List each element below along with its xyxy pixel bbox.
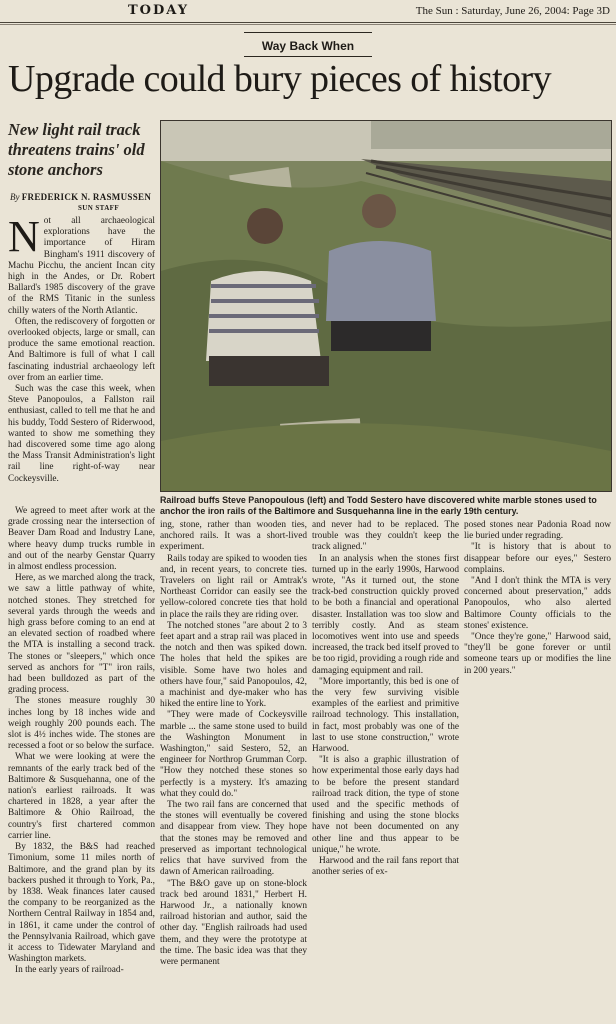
headline: Upgrade could bury pieces of history (8, 58, 551, 100)
article-paragraph: "And I don't think the MTA is very concerned about preservation," adds Panopoulos, who also alerted Baltimore County officials to the stones' existence. (464, 576, 611, 631)
kicker: Way Back When (261, 39, 355, 53)
article-column-1 (8, 506, 155, 1020)
article-paragraph: The stones measure roughly 30 inches long by 18 inches wide and weigh roughly 200 pounds each. The slot is 4½ inches wide. The stones are recessed a foot or so below the surface. (8, 696, 155, 752)
lead-paragraph: Often, the rediscovery of forgotten or overlooked objects, large or small, can produce the same emotional reaction. And Baltimore is full of what I call fascinating industrial archaeology left over from an earlier time. (8, 316, 155, 383)
article-paragraph: "The B&O gave up on stone-block track bed around 1831," Herbert H. Harwood Jr., a nationally known railroad historian and author, said the other day. "English railroads had used them, and they were the prototype at the time. The basic idea was that they were permanent (160, 878, 307, 967)
byline-name: FREDERICK N. RASMUSSEN (21, 192, 152, 202)
article-paragraph: What we were looking at were the remnants of the early track bed of the Baltimore & Susquehanna, one of the nation's earliest railroads. It was chartered in 1828, a year after the Baltimore & Ohio Railroad, the country's first chartered common carrier line. (8, 752, 155, 841)
article-paragraph: In the early years of railroad- (15, 965, 124, 976)
article-paragraph: Here, as we marched along the track, we saw a little pathway of white, notched stones. They stretched for several yards through the weeds and high grass before coming to an end at an elevated section of roadbed where the MTA is installing a second track. The stones or "sleepers," which once served as anchors for "T" iron rails, had been bulldozed as part of the grading process. (8, 573, 155, 696)
byline-staff: SUN STAFF (78, 204, 120, 212)
section-name: TODAY (128, 3, 189, 18)
article-paragraph: and never had to be replaced. The trouble was they couldn't keep the track aligned." (312, 520, 459, 553)
deck: New light rail track threatens trains' old stone anchors (8, 120, 145, 179)
article-paragraph: "It is history that is about to disappear before our eyes," Sestero complains. (464, 542, 611, 575)
dateline: The Sun : Saturday, June 26, 2004: Page 3D (415, 5, 610, 17)
lead-paragraph: Such was the case this week, when Steve Panopoulos, a Fallston rail enthusiast, called to tell me that he and his buddy, Todd Sestero of Riderwood, wanted to show me something they had discovered some time ago along the Mass Transit Administration's light rail line right-of-way near Cockeysville. (8, 384, 155, 484)
article-paragraph: "They were made of Cockeysville marble ... the same stone used to build the Washington Monument in Washington," said Sestero, 52, an engineer for Northrop Grumman Corp. "How they notched these stones so perfectly is a mystery. It's amazing what they could do." (160, 710, 307, 799)
article-paragraph: "More importantly, this bed is one of the very few surviving visible examples of the earliest and primitive railroad technology. This installation, in fact, most probably was one of the last to use stone construction," wrote Harwood. (312, 676, 459, 755)
article-paragraph: In an analysis when the stones first turned up in the early 1990s, Harwood wrote, "As it turned out, the stone track-bed construction quickly proved to be both a financial and operational disaster. Installation was too slow and terribly costly. And as steam locomotives went into use and speeds increased, the track bed itself proved to be too rigid, providing a rough ride and damaging equipment and rail. (312, 553, 459, 676)
article-column-4 (464, 520, 611, 1020)
byline (10, 192, 155, 214)
news-photo (160, 120, 612, 492)
article-column-2 (160, 520, 307, 1020)
masthead (0, 0, 616, 23)
masthead-rule (0, 24, 616, 25)
photo-illustration (161, 121, 611, 491)
article-column-3 (312, 520, 459, 1020)
article-paragraph: The two rail fans are concerned that the stones will eventually be covered and disappear from view. They hope that the stones may be removed and preserved as important technological relics that have survived from the dawn of American railroading. (160, 800, 307, 878)
article-paragraph: "Once they're gone," Harwood said, "they'll be gone forever or until someone tears up or modifies the line in 200 years." (464, 632, 611, 676)
kicker-box (244, 32, 372, 57)
byline-by: By (10, 192, 20, 202)
article-paragraph: Harwood and the rail fans report that another series of ex- (312, 856, 459, 878)
article-paragraph: The notched stones "are about 2 to 3 feet apart and a strap rail was placed in the notch and then was spiked down. The holes that held the spikes are visible. Some have two holes and others have four," said Panopoulos, 42, a machinist and dye-maker who has hiked the entire line to York. (160, 620, 307, 710)
article-paragraph: ing, stone, rather than wooden ties, anchored rails. It was a short-lived experiment. (160, 520, 307, 553)
article-paragraph: posed stones near Padonia Road now lie buried under regrading. (464, 520, 611, 542)
photo-caption: Railroad buffs Steve Panopoulous (left) and Todd Sestero have discovered white marble stones used to anchor the iron rails of the Baltimore and Susquehanna line in the early 19th century. (160, 495, 597, 516)
lead-paragraph: ot all archaeological explorations have the importance of Hiram Bingham's 1911 discovery of Machu Picchu, the ancient Incan city high in the Andes, or Dr. Robert Ballard's 1985 discovery of the grave of the RMS Titanic in the sunless chilly waters of the North Atlantic. (8, 216, 155, 316)
article-paragraph: By 1832, the B&S had reached Timonium, some 11 miles north of Baltimore, and the grand plan by its backers pushed it through to York, Pa., by 1838. Weak finances later caused the company to be reorganized as the Northern Central Railway in 1854 and, in 1861, it came under the control of the Pennsylvania Railroad, which gave it access to Tidewater Maryland and Washington markets. (8, 842, 155, 965)
article-lead-column (8, 212, 155, 485)
dropcap: N (8, 212, 40, 261)
article-paragraph: "It is also a graphic illustration of how experimental those early days had to be before the present standard railroad track dition, the type of stone used and the specific methods of finishing and using the stone blocks have not been documented on any other line and thus appear to be unique," he wrote. (312, 755, 459, 855)
article-paragraph: Rails today are spiked to wooden ties and, in recent years, to concrete ties. Travelers on light rail or Amtrak's Northeast Corridor can easily see the yellow-colored concrete ties that hold in place the rails they are riding over. (160, 553, 307, 620)
article-paragraph: We agreed to meet after work at the grade crossing near the intersection of Beaver Dam Road and Industry Lane, where heavy dump trucks rumble in and out of the nearby Genstar Quarry in almost endless procession. (8, 506, 155, 573)
